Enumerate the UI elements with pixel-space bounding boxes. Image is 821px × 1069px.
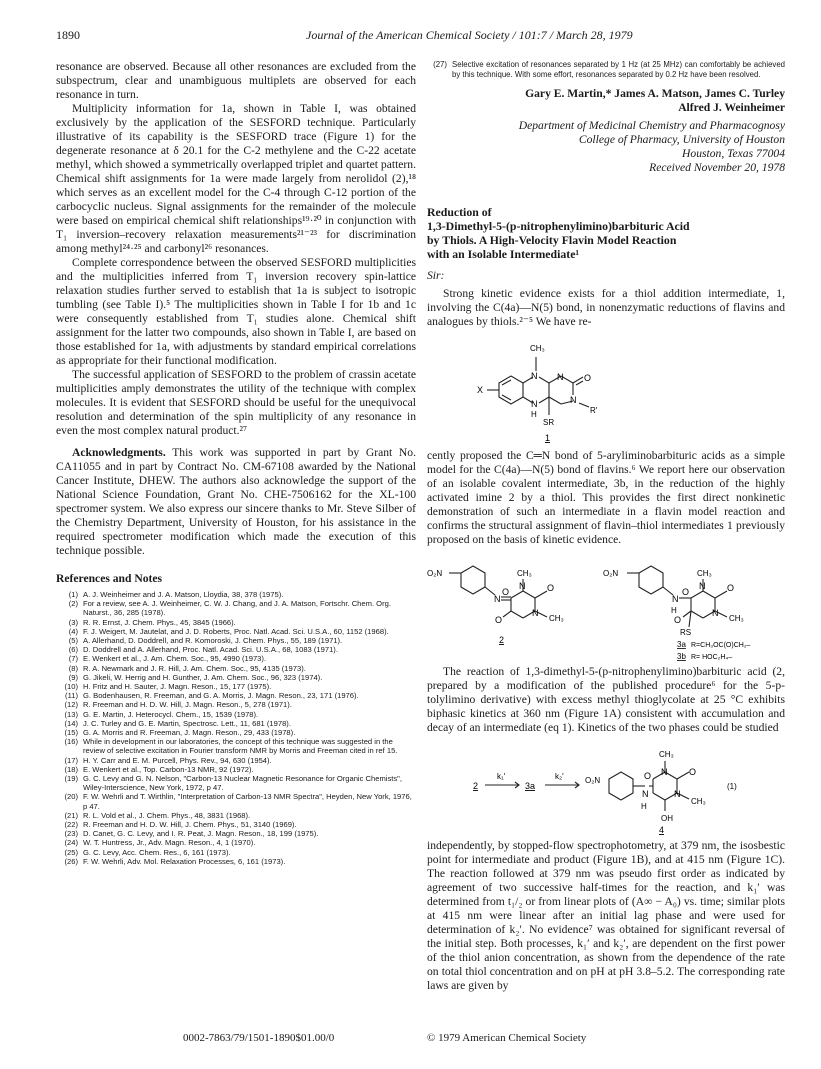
reference-text: F. J. Weigert, M. Jautelat, and J. D. Roberts, Proc. Natl. Acad. Sci. U.S.A., 60, 1152 (1968). bbox=[83, 626, 389, 636]
reference-text: G. C. Levy and G. N. Nelson, "Carbon-13 Nuclear Magnetic Resonance for Organic Chemists", Wiley-Interscience, New York, 1972, p 47. bbox=[83, 774, 402, 793]
title-line: Reduction of bbox=[427, 205, 492, 219]
eq1-reactant: 2 bbox=[473, 781, 479, 791]
eq1-n1: N bbox=[642, 789, 649, 799]
reference-text: D. Canet, G. C. Levy, and I. R. Peat, J. Magn. Reson., 18, 199 (1975). bbox=[83, 829, 319, 839]
reference-number: (8) bbox=[68, 663, 78, 673]
salutation: Sir: bbox=[427, 269, 445, 282]
eq1-k2: k₂′ bbox=[555, 772, 564, 781]
reference-item bbox=[56, 829, 416, 838]
reference-text: G. Bodenhausen, R. Freeman, and G. A. Morris, J. Magn. Reson., 23, 171 (1976). bbox=[83, 691, 359, 701]
page-number: 1890 bbox=[56, 28, 80, 42]
received-date: Received November 20, 1978 bbox=[649, 161, 785, 174]
reference-number: (11) bbox=[65, 691, 78, 701]
affiliation-line: Houston, Texas 77004 bbox=[682, 147, 785, 160]
acknowledgments-heading: Acknowledgments. bbox=[72, 446, 166, 459]
eq1-o2n: O₂N bbox=[585, 776, 601, 785]
struct3-h: H bbox=[671, 606, 677, 615]
footer-copyright: © 1979 American Chemical Society bbox=[427, 1032, 587, 1044]
struct3a-label: 3a bbox=[677, 640, 686, 649]
reference-item bbox=[56, 590, 416, 599]
reference-text: G. Jikeli, W. Herrig and H. Gunther, J. Am. Chem. Soc., 96, 323 (1974). bbox=[83, 672, 323, 682]
reference-number: (17) bbox=[64, 755, 78, 765]
footnote-number: (27) bbox=[433, 60, 447, 69]
reference-number: (18) bbox=[64, 764, 78, 774]
eq1-oh: OH bbox=[661, 814, 673, 823]
authors-line: Gary E. Martin,* James A. Matson, James C. Turley bbox=[525, 87, 785, 100]
reference-number: (19) bbox=[64, 774, 78, 784]
reference-number: (1) bbox=[68, 590, 78, 599]
struct2-o2: O bbox=[547, 583, 555, 593]
article-title bbox=[427, 205, 785, 261]
reference-text: E. Wenkert et al., J. Am. Chem. Soc., 95, 4990 (1973). bbox=[83, 654, 267, 664]
title-line: by Thiols. A High-Velocity Flavin Model Reaction bbox=[427, 233, 677, 247]
struct3-o2: O bbox=[727, 583, 735, 593]
reference-item bbox=[56, 691, 416, 700]
struct3b-label: 3b bbox=[677, 652, 686, 661]
reference-item bbox=[56, 682, 416, 691]
reference-item bbox=[56, 820, 416, 829]
paragraph: The successful application of SESFORD to the problem of crassin acetate multiplicities amply demonstrates the utility of the technique with complex molecules. It is evident that SESFORD should be useful for the unequivocal resolution and determination of the spin multiplicity of any resonance in even the most complex natural product.²⁷ bbox=[56, 368, 416, 437]
reference-text: F. W. Wehrli, Adv. Mol. Relaxation Processes, 6, 161 (1973). bbox=[83, 856, 286, 866]
reference-number: (20) bbox=[64, 792, 78, 802]
eq1-ch3a: CH₃ bbox=[659, 750, 674, 759]
reference-text: While in development in our laboratories, the concept of this technique was suggested in the review of selective excitation in Fourier transform NMR by Morris and Freeman cited in ref 15. bbox=[83, 737, 398, 756]
eq1-o1: O bbox=[644, 771, 652, 781]
reference-number: (16) bbox=[64, 737, 78, 747]
struct2-ch3a: CH₃ bbox=[517, 569, 532, 578]
reference-text: R. R. Ernst, J. Chem. Phys., 45, 3845 (1966). bbox=[83, 617, 236, 627]
struct1-h: H bbox=[531, 410, 537, 419]
struct1-ch3: CH₃ bbox=[530, 344, 545, 353]
reference-text: For a review, see A. J. Weinheimer, C. W. J. Chang, and J. A. Matson, Fortschr. Chem. Org. Naturst., 36, 285 (1978). bbox=[83, 599, 391, 618]
reference-item bbox=[56, 719, 416, 728]
struct2-o1: O bbox=[502, 587, 510, 597]
paragraph: Multiplicity information for 1a, shown in Table I, was obtained exclusively by the application of the SESFORD technique. Particularly illustrative of its capability is the SESFORD trace (Figure 1) for the degenerate resonance at δ 20.1 for the C-2 methylene and the C-22 acetate methyl, which showed a symmetrically overlapped triplet and quartet pattern. Chemical shift assignments for 1a were made largely from nerolidol (2),¹⁸ which serves as an excellent model for the C-4 through C-12 portion of the carbocyclic nucleus. Signal assignments for the remainder of the molecule were based on empirical chemical shift relationships¹⁹·²⁰ in conjunction with T₁ inversion–recovery relaxation measurements²¹⁻²³ for discrimination among methyl²⁴·²⁵ and carbonyl²⁶ resonances. bbox=[56, 102, 416, 255]
reference-item bbox=[56, 737, 416, 755]
footnote-text: Selective excitation of resonances separated by 1 Hz (at 25 MHz) can comfortably be achieved by this technique. With some effort, resonances separated by 0.2 Hz have been resolved. bbox=[452, 60, 785, 79]
reference-number: (5) bbox=[68, 636, 78, 646]
reference-item bbox=[56, 792, 416, 810]
eq1-number: (1) bbox=[727, 782, 737, 791]
authors bbox=[427, 87, 785, 115]
paragraph: Complete correspondence between the observed SESFORD multiplicities and the multiplicities inferred from T₁ inversion recovery spin-lattice relaxation studies further served to establish that 1a is subject to isotropic tumbling (see Table I).⁵ The multiplicities shown in Table I for 1b and 1c were consequently established from T₁ studies alone. Chemical shift assignment for the latter two compounds, also shown in Table I, are based on those established for 1a, with adjustments by standard empirical correlations as appropriate for their functional modification. bbox=[56, 256, 416, 367]
struct1-n2: N bbox=[531, 399, 538, 409]
paragraph: Strong kinetic evidence exists for a thiol addition intermediate, 1, involving the C(4a)—N(5) bond, in nonenzymatic reductions of flavins and analogues by thiols.²⁻⁵ We have re- bbox=[427, 287, 785, 328]
struct3-ch3b: CH₃ bbox=[729, 614, 744, 623]
eq1-n2: N bbox=[661, 767, 668, 777]
struct3-n1: N bbox=[672, 594, 679, 604]
struct3-n3: N bbox=[712, 608, 719, 618]
reference-text: W. T. Huntress, Jr., Adv. Magn. Reson., 4, 1 (1970). bbox=[83, 838, 256, 848]
eq1-ch3b: CH₃ bbox=[691, 797, 706, 806]
paragraph: cently proposed the C═N bond of 5-aryliminobarbituric acids as a simple model for the C(4a)—N(5) bond of flavins.⁶ We report here our observation of an isolable covalent intermediate, 3b, in the reduction of the highly activated imine 2 by a thiol. This provides the first direct nonkinetic demonstration of such an intermediate in a flavin model reaction and confirms the structural assignment of flavin–thiol intermediates 1 previously proposed on the basis of kinetic evidence. bbox=[427, 449, 785, 546]
reference-text: R. A. Newmark and J. R. Hill, J. Am. Chem. Soc., 95, 4135 (1973). bbox=[83, 663, 306, 673]
reference-number: (2) bbox=[68, 599, 78, 609]
reference-number: (9) bbox=[68, 672, 78, 682]
reference-number: (7) bbox=[68, 654, 78, 664]
reference-number: (26) bbox=[64, 856, 78, 866]
structure-1-drawing bbox=[427, 333, 785, 445]
reference-text: G. C. Levy, Acc. Chem. Res., 6, 161 (1973). bbox=[83, 847, 231, 857]
title-line: with an Isolable Intermediate¹ bbox=[427, 247, 579, 261]
reference-number: (4) bbox=[68, 626, 78, 636]
footer-code: 0002-7863/79/1501-1890$01.00/0 bbox=[183, 1032, 335, 1044]
left-column bbox=[56, 60, 416, 866]
struct2-n3: N bbox=[532, 608, 539, 618]
eq1-product-label: 4 bbox=[659, 825, 665, 835]
reference-text: R. Freeman and H. D. W. Hill, J. Magn. Reson., 5, 278 (1971). bbox=[83, 700, 292, 710]
reference-text: F. W. Wehrli and T. Wirthlin, "Interpretation of Carbon-13 NMR Spectra", Heyden, New York, 1976, p 47. bbox=[83, 792, 412, 811]
structure-1 bbox=[427, 333, 785, 445]
reference-item bbox=[56, 848, 416, 857]
reference-number: (13) bbox=[64, 709, 78, 719]
reference-item bbox=[56, 599, 416, 617]
acknowledgments bbox=[56, 446, 416, 558]
reference-number: (3) bbox=[68, 617, 78, 627]
struct1-n3: N bbox=[557, 372, 564, 382]
reference-text: R. Freeman and H. D. W. Hill, J. Chem. Phys., 51, 3140 (1969). bbox=[83, 820, 297, 830]
reference-number: (14) bbox=[64, 718, 78, 728]
paragraph: The reaction of 1,3-dimethyl-5-(p-nitrophenylimino)barbituric acid (2, prepared by a modification of the published procedure⁶ for the 5-p-tolylimino derivative) with excess methyl thioglycolate at 25 °C exhibits biphasic kinetics at 360 nm (Figure 1A) consistent with accumulation and decay of an intermediate (eq 1). Kinetics of the two phases could be studied bbox=[427, 665, 785, 734]
struct1-x: X bbox=[477, 385, 484, 395]
reference-item bbox=[56, 654, 416, 663]
references-list bbox=[56, 590, 416, 866]
struct3b-r: R= HOC₂H₄– bbox=[691, 654, 733, 661]
struct1-n4: N bbox=[570, 395, 577, 405]
struct2-label: 2 bbox=[499, 635, 505, 645]
struct1-r: R′ bbox=[590, 406, 598, 415]
structures-2-3-drawing bbox=[427, 551, 785, 661]
struct3-o2n: O₂N bbox=[603, 569, 619, 578]
structures-2-3 bbox=[427, 551, 785, 661]
struct1-sr: SR bbox=[543, 418, 555, 427]
eq1-n3: N bbox=[674, 789, 681, 799]
struct3-o3: O bbox=[674, 615, 682, 625]
reference-item bbox=[56, 811, 416, 820]
reference-item bbox=[56, 710, 416, 719]
affiliation bbox=[427, 119, 785, 161]
equation-1 bbox=[427, 739, 785, 835]
paragraph: independently, by stopped-flow spectrophotometry, at 379 nm, the isosbestic point for intermediate and product (Figure 1B), and at 415 nm (Figure 1C). The reaction followed at 379 nm was pseudo first order as indicated by agreement of two successive half-times for the reaction, and k₁′ was determined from t₁/₂ or from linear plots of (A∞ − A₀) vs. time; similar plots at 415 nm were linear after an initial lag phase and were used for determination of k₂′. No evidence⁷ was obtained for significant reversal of the initial step. Both processes, k₁′ and k₂′, are dependent on the first power of the thiol anion concentration, as shown from the dependence of the rate on total thiol concentration and on pH at pH 3.8–5.2. The corresponding rate laws are given by bbox=[427, 839, 785, 992]
reference-item bbox=[56, 765, 416, 774]
struct1-label: 1 bbox=[545, 433, 551, 443]
affiliation-line: Department of Medicinal Chemistry and Pharmacognosy bbox=[518, 119, 785, 132]
struct2-n2: N bbox=[519, 581, 526, 591]
eq1-h: H bbox=[641, 802, 647, 811]
reference-text: H. Fritz and H. Sauter, J. Magn. Reson., 15, 177 (1975). bbox=[83, 682, 272, 692]
struct2-ch3b: CH₃ bbox=[549, 614, 564, 623]
eq1-o2: O bbox=[689, 767, 697, 777]
struct3a-r: R=CH₃OC(O)CH₂– bbox=[691, 642, 751, 649]
reference-text: A. J. Weinheimer and J. A. Matson, Lloydia, 38, 378 (1975). bbox=[83, 590, 284, 599]
reference-item bbox=[56, 636, 416, 645]
affiliation-line: College of Pharmacy, University of Houston bbox=[578, 133, 785, 146]
struct2-n1: N bbox=[494, 594, 501, 604]
reference-number: (10) bbox=[64, 682, 78, 692]
reference-item bbox=[56, 728, 416, 737]
struct1-n1: N bbox=[531, 371, 538, 381]
reference-number: (25) bbox=[64, 847, 78, 857]
reference-item bbox=[56, 774, 416, 792]
reference-item bbox=[56, 645, 416, 654]
eq1-intermediate: 3a bbox=[525, 781, 536, 791]
reference-text: G. A. Morris and R. Freeman, J. Magn. Reson., 29, 433 (1978). bbox=[83, 728, 296, 738]
authors-line: Alfred J. Weinheimer bbox=[678, 101, 785, 114]
reference-text: A. Allerhand, D. Doddrell, and R. Komoroski, J. Chem. Phys., 55, 189 (1971). bbox=[83, 636, 343, 646]
struct2-o3: O bbox=[495, 615, 503, 625]
reference-number: (22) bbox=[64, 820, 78, 830]
references-heading: References and Notes bbox=[56, 572, 163, 585]
reference-item bbox=[56, 700, 416, 709]
right-column bbox=[427, 60, 785, 993]
running-head: Journal of the American Chemical Society / 101:7 / March 28, 1979 bbox=[306, 28, 633, 42]
reference-number: (12) bbox=[64, 700, 78, 710]
reference-item bbox=[56, 673, 416, 682]
reference-text: D. Doddrell and A. Allerhand, Proc. Natl. Acad. Sci. U.S.A., 68, 1083 (1971). bbox=[83, 645, 338, 655]
reference-number: (6) bbox=[68, 645, 78, 655]
paragraph: resonance are observed. Because all other resonances are excluded from the subspectrum, clear and unambiguous multiplets are observed for each resonance in turn. bbox=[56, 60, 416, 101]
reference-number: (23) bbox=[64, 829, 78, 839]
reference-number: (21) bbox=[64, 810, 78, 820]
reference-item bbox=[56, 664, 416, 673]
struct3-n2: N bbox=[699, 581, 706, 591]
struct1-o: O bbox=[584, 373, 592, 383]
reference-item bbox=[56, 857, 416, 866]
reference-item bbox=[56, 627, 416, 636]
reference-item bbox=[56, 618, 416, 627]
reference-text: E. Wenkert et al., Top. Carbon-13 NMR, 92 (1972). bbox=[83, 764, 254, 774]
reference-item bbox=[56, 756, 416, 765]
struct2-o2n: O₂N bbox=[427, 569, 443, 578]
struct3-ch3a: CH₃ bbox=[697, 569, 712, 578]
acknowledgments-text: This work was supported in part by Grant No. CA11055 and in part by Contract No. CM-67108 awarded by the National Cancer Institute, DHEW. The authors also acknowledge the support of the National Science Foundation, Grant No. CHE-7506162 for the XL-100 spectromer system. We also express our sincere thanks to Mr. Steve Silber of the Chemistry Department, University of Houston, for his assistance in the required spectrometer modification which made the execution of this technique possible. bbox=[56, 446, 416, 557]
reference-text: H. Y. Carr and E. M. Purcell, Phys. Rev., 94, 630 (1954). bbox=[83, 755, 272, 765]
reference-number: (15) bbox=[64, 728, 78, 738]
eq1-k1: k₁′ bbox=[497, 772, 506, 781]
reference-text: G. E. Martin, J. Heterocycl. Chem., 15, 1539 (1978). bbox=[83, 709, 259, 719]
title-line: 1,3-Dimethyl-5-(p-nitrophenylimino)barbituric Acid bbox=[427, 219, 690, 233]
equation-1-drawing bbox=[427, 739, 785, 835]
footnote-27 bbox=[427, 60, 785, 79]
reference-text: J. C. Turley and G. E. Martin, Spectrosc. Lett., 11, 681 (1978). bbox=[83, 718, 291, 728]
reference-text: R. L. Vold et al., J. Chem. Phys., 48, 3831 (1968). bbox=[83, 810, 251, 820]
reference-item bbox=[56, 838, 416, 847]
struct3-rs: RS bbox=[680, 628, 692, 637]
struct3-o1: O bbox=[682, 587, 690, 597]
reference-number: (24) bbox=[64, 838, 78, 848]
